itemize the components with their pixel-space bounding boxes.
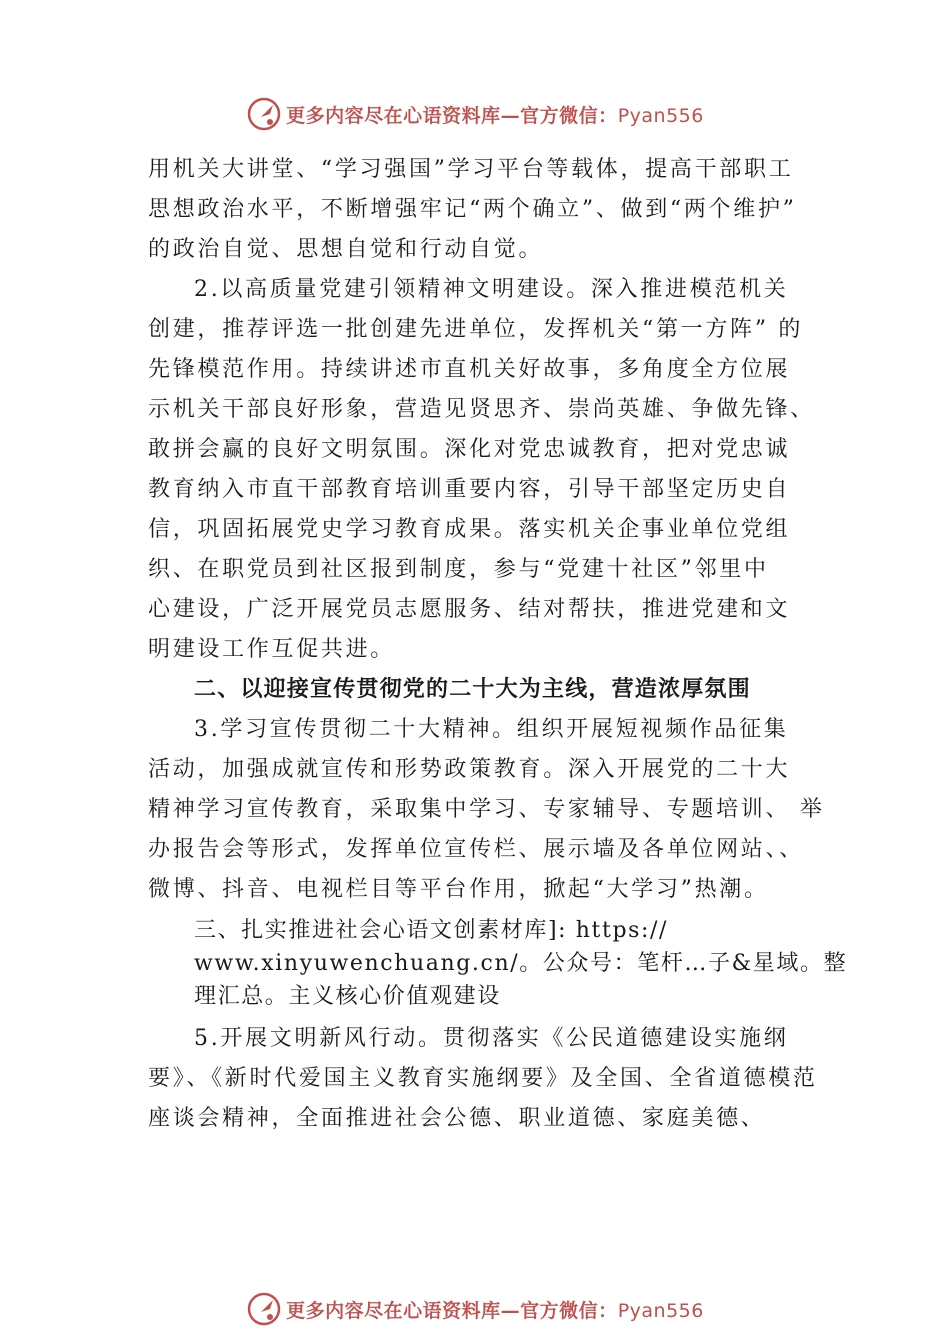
header-banner: [0, 94, 950, 134]
paragraph-start: 3.学习宣传贯彻二十大精神。组织开展短视频作品征集: [194, 717, 789, 742]
body-line: 思想政治水平，不断增强牢记“两个确立”、做到“两个维护”: [148, 197, 797, 222]
section-heading-watermark: 三、扎实推进社会心语文创素材库]: https://: [194, 918, 669, 943]
body-line: 办报告会等形式，发挥单位宣传栏、展示墙及各单位网站、、: [148, 837, 804, 862]
section-heading: 二、以迎接宣传贯彻党的二十大为主线，营造浓厚氛围: [194, 677, 751, 702]
quill-logo-icon: [246, 96, 282, 132]
quill-logo-icon: [246, 1291, 282, 1327]
watermark-url: www.xinyuwenchuang.cn/。公众号：笔杆…子&星域。整: [194, 951, 848, 976]
watermark-line: 理汇总。主义核心价值观建设: [194, 984, 501, 1009]
banner-brand: 更多内容尽在心语资料库: [286, 104, 501, 127]
banner-wechat-label: 官方微信：: [520, 1299, 618, 1322]
banner-brand: 更多内容尽在心语资料库: [286, 1299, 501, 1322]
body-line: 信，巩固拓展党史学习教育成果。落实机关企事业单位党组: [148, 517, 791, 542]
body-line: 明建设工作互促共进。: [148, 637, 396, 662]
banner-dash: —: [500, 1299, 521, 1322]
paragraph-start: 2.以高质量党建引领精神文明建设。深入推进模范机关: [194, 277, 789, 302]
banner-wechat-label: 官方微信：: [520, 104, 618, 127]
banner-wechat-id: Pyan556: [617, 1299, 704, 1322]
body-line: 教育纳入市直干部教育培训重要内容，引导干部坚定历史自: [148, 477, 791, 502]
banner-dash: —: [500, 104, 521, 127]
body-line: 的政治自觉、思想自觉和行动自觉。: [148, 237, 544, 262]
body-line: 创建，推荐评选一批创建先进单位，发挥机关“第一方阵” 的: [148, 317, 804, 342]
body-line: 精神学习宣传教育，采取集中学习、专家辅导、专题培训、 举: [148, 797, 825, 822]
body-line: 心建设，广泛开展党员志愿服务、结对帮扶，推进党建和文: [148, 597, 791, 622]
body-line: 先锋模范作用。持续讲述市直机关好故事，多角度全方位展: [148, 357, 791, 382]
body-line: 活动，加强成就宣传和形势政策教育。深入开展党的二十大: [148, 757, 791, 782]
body-line: 座谈会精神，全面推进社会公德、职业道德、家庭美德、: [148, 1106, 766, 1131]
paragraph-start: 5.开展文明新风行动。贯彻落实《公民道德建设实施纲: [194, 1026, 789, 1051]
body-line: 示机关干部良好形象，营造见贤思齐、崇尚英雄、争做先锋、: [148, 397, 815, 422]
document-body: [148, 150, 848, 1139]
footer-banner: [0, 1289, 950, 1329]
body-line: 要》、《新时代爱国主义教育实施纲要》及全国、全省道德模范: [148, 1066, 818, 1091]
body-line: 用机关大讲堂、“学习强国”学习平台等载体，提高干部职工: [148, 157, 794, 182]
body-line: 敢拼会赢的良好文明氛围。深化对党忠诚教育，把对党忠诚: [148, 437, 791, 462]
body-line: 微博、抖音、电视栏目等平台作用，掀起“大学习”热潮。: [148, 877, 769, 902]
banner-text: [286, 101, 704, 128]
body-line: 织、在职党员到社区报到制度，参与“党建十社区”邻里中: [148, 557, 769, 582]
banner-text: [286, 1296, 704, 1323]
banner-wechat-id: Pyan556: [617, 104, 704, 127]
